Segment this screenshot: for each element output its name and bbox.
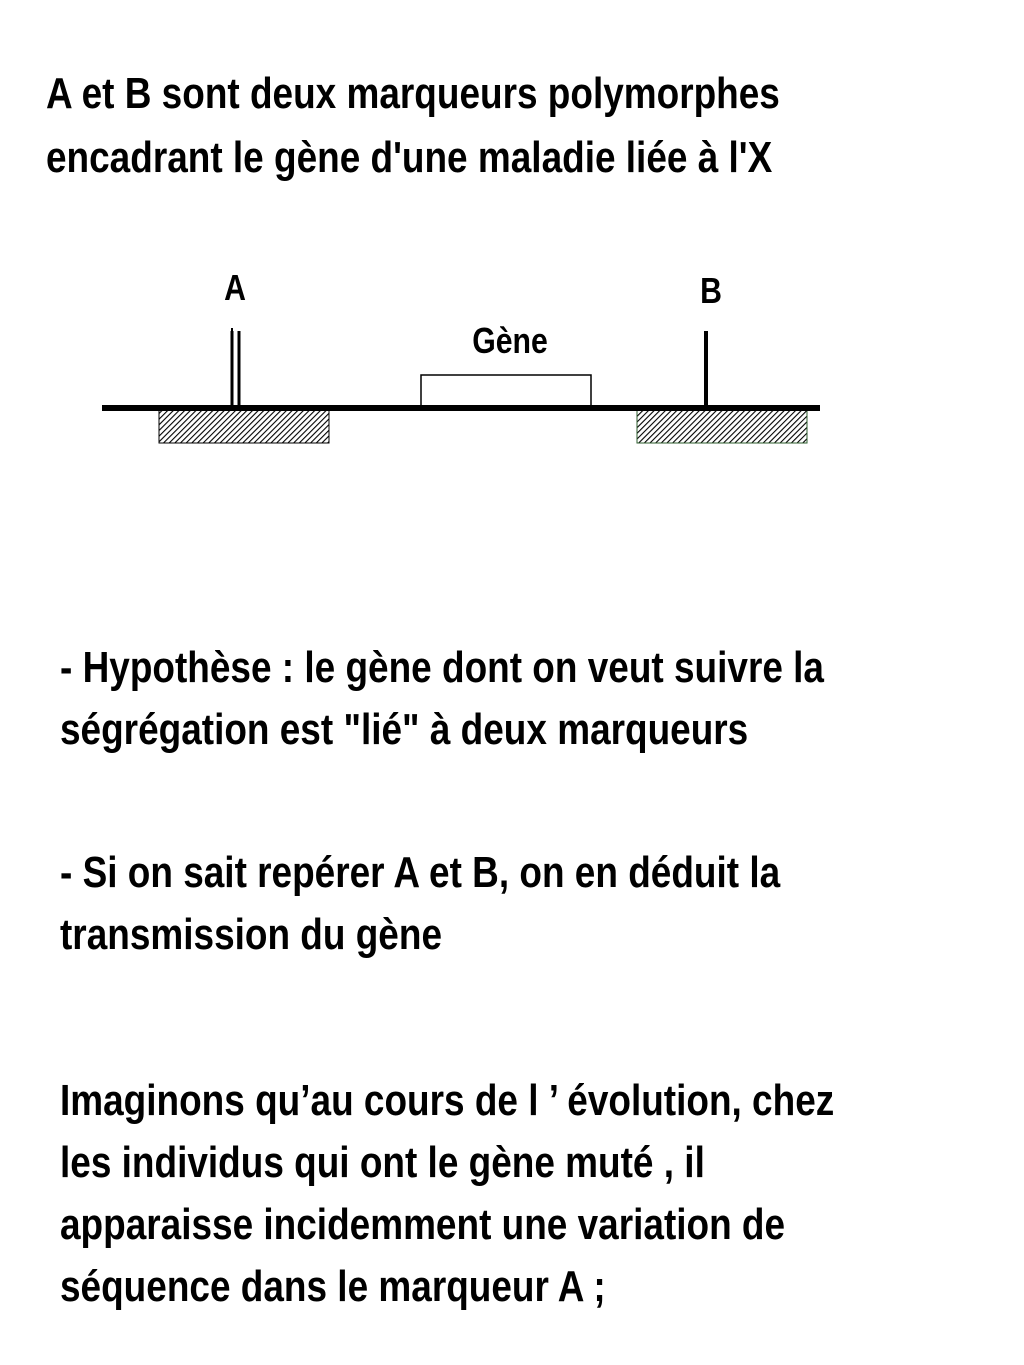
gene-box [421,375,591,408]
imagine-line-1: Imaginons qu’au cours de l ’ évolution, chez [60,1076,835,1125]
hypothesis-paragraph [60,637,824,761]
gene-label: Gène [472,321,548,362]
hypothesis-line-2: ségrégation est "lié" à deux marqueurs [60,705,749,754]
imagine-line-4: séquence dans le marqueur A ; [60,1262,606,1311]
chromosome-diagram [0,255,1024,465]
marker-a-label: A [224,268,246,309]
deduction-line-2: transmission du gène [60,910,443,959]
imagine-line-3: apparaisse incidemment une variation de [60,1200,786,1249]
imagine-line-2: les individus qui ont le gène muté , il [60,1138,705,1187]
imagine-paragraph [60,1070,834,1318]
marker-b-label: B [700,271,722,312]
title-line-1: A et B sont deux marqueurs polymorphes [46,69,780,118]
hypothesis-line-1: - Hypothèse : le gène dont on veut suivre la [60,643,824,692]
marker-a-region [159,408,329,443]
deduction-paragraph [60,842,780,966]
title-line-2: encadrant le gène d'une maladie liée à l'X [46,133,773,182]
marker-b-region [637,408,807,443]
deduction-line-1: - Si on sait repérer A et B, on en déduit la [60,848,781,897]
slide-title [46,62,852,190]
